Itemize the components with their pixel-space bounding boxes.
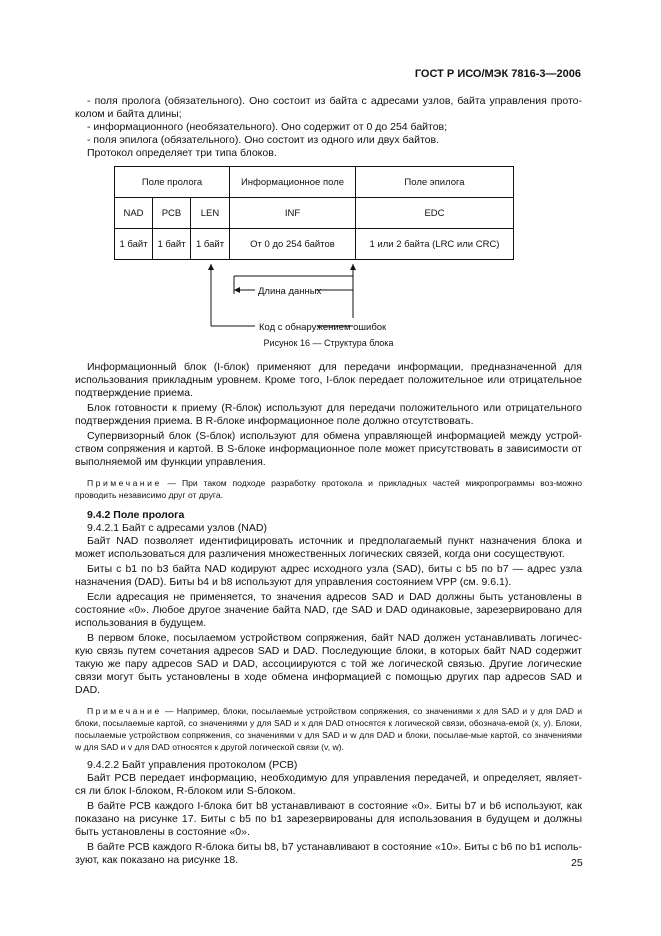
subsection-2-title: 9.4.2.2 Байт управления протоколом (PCB) — [87, 759, 298, 771]
intro-line-1: - поля пролога (обязательного). Оно состоит из байта с адресами узлов, байта управления прото-колом и байта длины; — [75, 95, 582, 120]
pcb-size: 1 байт — [153, 229, 191, 260]
page-content — [75, 95, 582, 867]
nad-paragraph-3: Если адресация не применяется, то значения адресов SAD и DAD должны быть установлены в состояние «0». Любое другое значение байта NAD, где SAD и DAD одинаковые, зарезервировано для использования в будущем. — [75, 591, 582, 629]
document-header: ГОСТ Р ИСО/МЭК 7816-3—2006 — [414, 68, 581, 80]
data-length-arrowhead — [234, 287, 240, 293]
note-2-text: — Например, блоки, посылаемые устройством сопряжения, со значениями x для SAD и y для DAD и блоки, посылаемые картой, со значениями y для SAD и x для DAD относятся к логической связи, обознача-емой (x, y). Блоки, посылаемые устройством сопряжения, со значениями v для SAD и w для DAD и блоки, посылае-мые картой, со значениями w для SAD и v для DAD относятся к другой логической связи (v, w). — [75, 706, 582, 752]
subsection-1-title: 9.4.2.1 Байт с адресами узлов (NAD) — [87, 522, 267, 534]
intro-line-3: - поля эпилога (обязательного). Оно состоит из одного или двух байтов. — [87, 134, 440, 146]
info-field-header: Информационное поле — [230, 167, 356, 198]
note-1 — [75, 477, 582, 501]
nad-paragraph-2: Биты с b1 по b3 байта NAD кодируют адрес исходного узла (SAD), биты с b5 по b7 — адрес узла назначения (DAD). Биты b4 и b8 используют для управления состоянием VPP (см. 9.6.1). — [75, 563, 582, 588]
nad-cell: NAD — [115, 198, 153, 229]
inf-size: От 0 до 254 байтов — [230, 229, 356, 260]
intro-line-2: - информационного (необязательного). Оно содержит от 0 до 254 байтов; — [87, 121, 448, 133]
edc-size: 1 или 2 байта (LRC или CRC) — [356, 229, 514, 260]
pcb-cell: PCB — [153, 198, 191, 229]
note-2-label: Примечание — [87, 706, 162, 716]
i-block-paragraph: Информационный блок (I-блок) применяют для передачи информации, предназначенной для использования прикладным уровнем. Кроме того, I-блок передает положительное или отрицательное подтверждение приема. — [75, 361, 582, 399]
nad-size: 1 байт — [115, 229, 153, 260]
pcb-paragraph-3: В байте PCB каждого R-блока биты b8, b7 устанавливают в состояние «10». Биты с b6 по b1 исполь-зуют, как показано на рисунке 18. — [75, 841, 582, 866]
info-arrowhead — [350, 264, 356, 270]
pcb-paragraph-2: В байте PCB каждого I-блока бит b8 устанавливают в состояние «0». Биты b7 и b6 используют, как показано на рисунке 17. Биты с b5 по b1 зарезервированы для использования в будущем и должны быть установлены в состояние «0». — [75, 800, 582, 838]
block-structure-figure — [75, 166, 582, 361]
len-cell: LEN — [191, 198, 230, 229]
note-1-label: Примечание — [87, 478, 162, 488]
edc-cell: EDC — [356, 198, 514, 229]
page-number: 25 — [571, 857, 583, 869]
inf-cell: INF — [230, 198, 356, 229]
error-code-label: Код с обнаружением ошибок — [259, 322, 387, 333]
intro-line-4: Протокол определяет три типа блоков. — [87, 147, 277, 159]
len-size: 1 байт — [191, 229, 230, 260]
section-title: 9.4.2 Поле пролога — [87, 509, 185, 521]
s-block-paragraph: Супервизорный блок (S-блок) используют для обмена управляющей информацией между устрой-ством сопряжения и картой. В S-блоке информационное поле может присутствовать в зависимости от выполняемой им функции управления. — [75, 430, 582, 468]
r-block-paragraph: Блок готовности к приему (R-блок) используют для передачи положительного или отрицательного подтверждения приема. В R-блоке информационное поле должно отсутствовать. — [75, 402, 582, 427]
prologue-header: Поле пролога — [115, 167, 230, 198]
data-length-label: Длина данных — [258, 286, 322, 297]
figure-caption: Рисунок 16 — Структура блока — [263, 338, 394, 348]
note-2 — [75, 705, 582, 753]
figure-arrows — [75, 166, 582, 341]
pcb-paragraph-1: Байт PCB передает информацию, необходимую для управления передачей, и определяет, являет-ся ли блок I-блоком, R-блоком или S-блоком. — [75, 772, 582, 797]
nad-paragraph-1: Байт NAD позволяет идентифицировать источник и предполагаемый пункт назначения блока и может использоваться для различения множественных логических связей, когда они сосуществуют. — [75, 535, 582, 560]
nad-paragraph-4: В первом блоке, посылаемом устройством сопряжения, байт NAD должен устанавливать логичес-кую связь путем сочетания адресов SAD и DAD. Последующие блоки, в которых байт NAD содержит такую же пару адресов SAD и DAD, ассоциируются с той же логической связью. Другие логические связи могут быть установлены в ходе обмена информацией с помощью других пар адресов SAD и DAD. — [75, 632, 582, 696]
note-1-text: — При таком подходе разработку протокола и прикладных частей микропрограммы воз-можно проводить независимо друг от друга. — [75, 478, 582, 500]
epilogue-header: Поле эпилога — [356, 167, 514, 198]
len-arrowhead — [208, 264, 214, 270]
